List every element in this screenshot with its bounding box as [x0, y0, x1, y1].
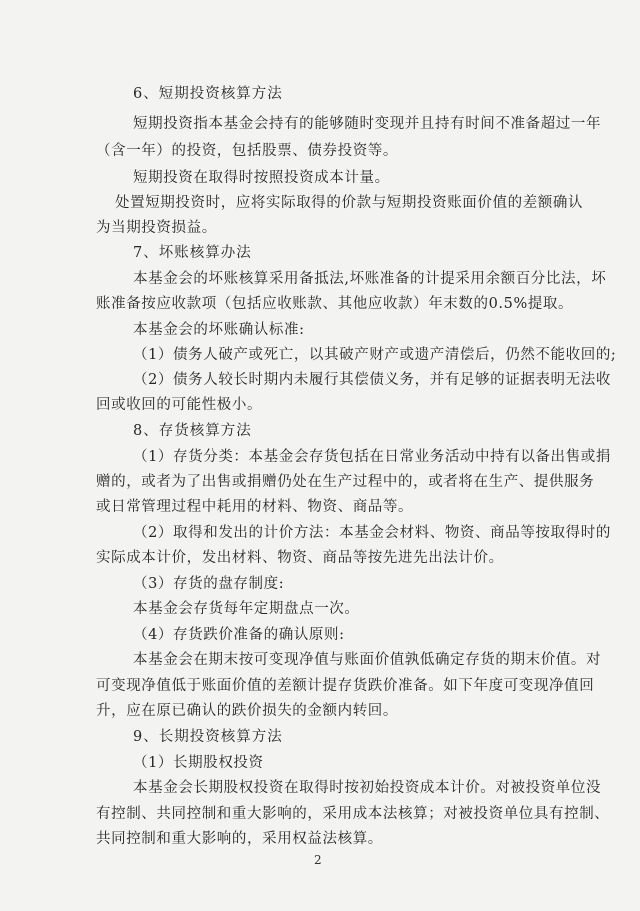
paragraph-line: 处置短期投资时，应将实际取得的价款与短期投资账面价值的差额确认 [115, 195, 584, 211]
paragraph-line: 本基金会长期股权投资在取得时按初始投资成本计价。对被投资单位没 [133, 780, 602, 796]
section-heading-short-term-investment: 6、短期投资核算方法 [133, 86, 283, 102]
paragraph-line: （4）存货跌价准备的确认原则: [133, 627, 345, 643]
paragraph-line: 共同控制和重大影响的，采用权益法核算。 [96, 831, 383, 847]
paragraph-line: 实际成本计价，发出材料、物资、商品等按先进先出法计价。 [96, 550, 504, 566]
paragraph-line: （2）债务人较长时期内未履行其偿债义务，并有足够的证据表明无法收 [133, 372, 611, 388]
paragraph-line: 升，应在原已确认的跌价损失的金额内转回。 [96, 703, 398, 719]
paragraph-line: 有控制、共同控制和重大影响的，采用成本法核算；对被投资单位具有控制、 [96, 806, 610, 822]
paragraph-line: （含一年）的投资，包括股票、债券投资等。 [96, 143, 398, 159]
paragraph-line: 为当期投资损益。 [96, 220, 217, 236]
paragraph-line: 回或收回的可能性极小。 [96, 397, 263, 413]
paragraph-line: 本基金会存货每年定期盘点一次。 [133, 601, 360, 617]
paragraph-line: （3）存货的盘存制度: [133, 576, 285, 592]
paragraph-line: （1）存货分类：本基金会存货包括在日常业务活动中持有以备出售或捐 [133, 449, 611, 465]
paragraph-line: 本基金会的坏账确认标准: [133, 322, 305, 338]
paragraph-line: （2）取得和发出的计价方法：本基金会材料、物资、商品等按取得时的 [133, 525, 611, 541]
paragraph-line: 短期投资在取得时按照投资成本计量。 [133, 170, 390, 186]
paragraph-line: （1）长期股权投资 [133, 755, 264, 771]
paragraph-line: 可变现净值低于账面价值的差额计提存货跌价准备。如下年度可变现净值回 [96, 678, 595, 694]
paragraph-line: 本基金会在期末按可变现净值与账面价值孰低确定存货的期末价值。对 [133, 652, 602, 668]
paragraph-line: 或日常管理过程中耗用的材料、物资、商品等。 [96, 499, 414, 515]
section-heading-bad-debt: 7、坏账核算办法 [133, 245, 252, 261]
paragraph-line: 短期投资指本基金会持有的能够随时变现并且持有时间不准备超过一年 [133, 116, 602, 132]
paragraph-line: （1）债务人破产或死亡，以其破产财产或遗产清偿后，仍然不能收回的; [133, 347, 617, 363]
page-number: 2 [314, 853, 322, 867]
paragraph-line: 本基金会的坏账核算采用备抵法,坏账准备的计提采用余额百分比法，坏 [133, 271, 607, 287]
paragraph-line: 账准备按应收款项（包括应收账款、其他应收款）年末数的0.5%提取。 [96, 296, 574, 312]
section-heading-long-term-investment: 9、长期投资核算方法 [133, 729, 283, 745]
section-heading-inventory: 8、存货核算方法 [133, 423, 252, 439]
paragraph-line: 赠的，或者为了出售或捐赠仍处在生产过程中的，或者将在生产、提供服务 [96, 474, 595, 490]
